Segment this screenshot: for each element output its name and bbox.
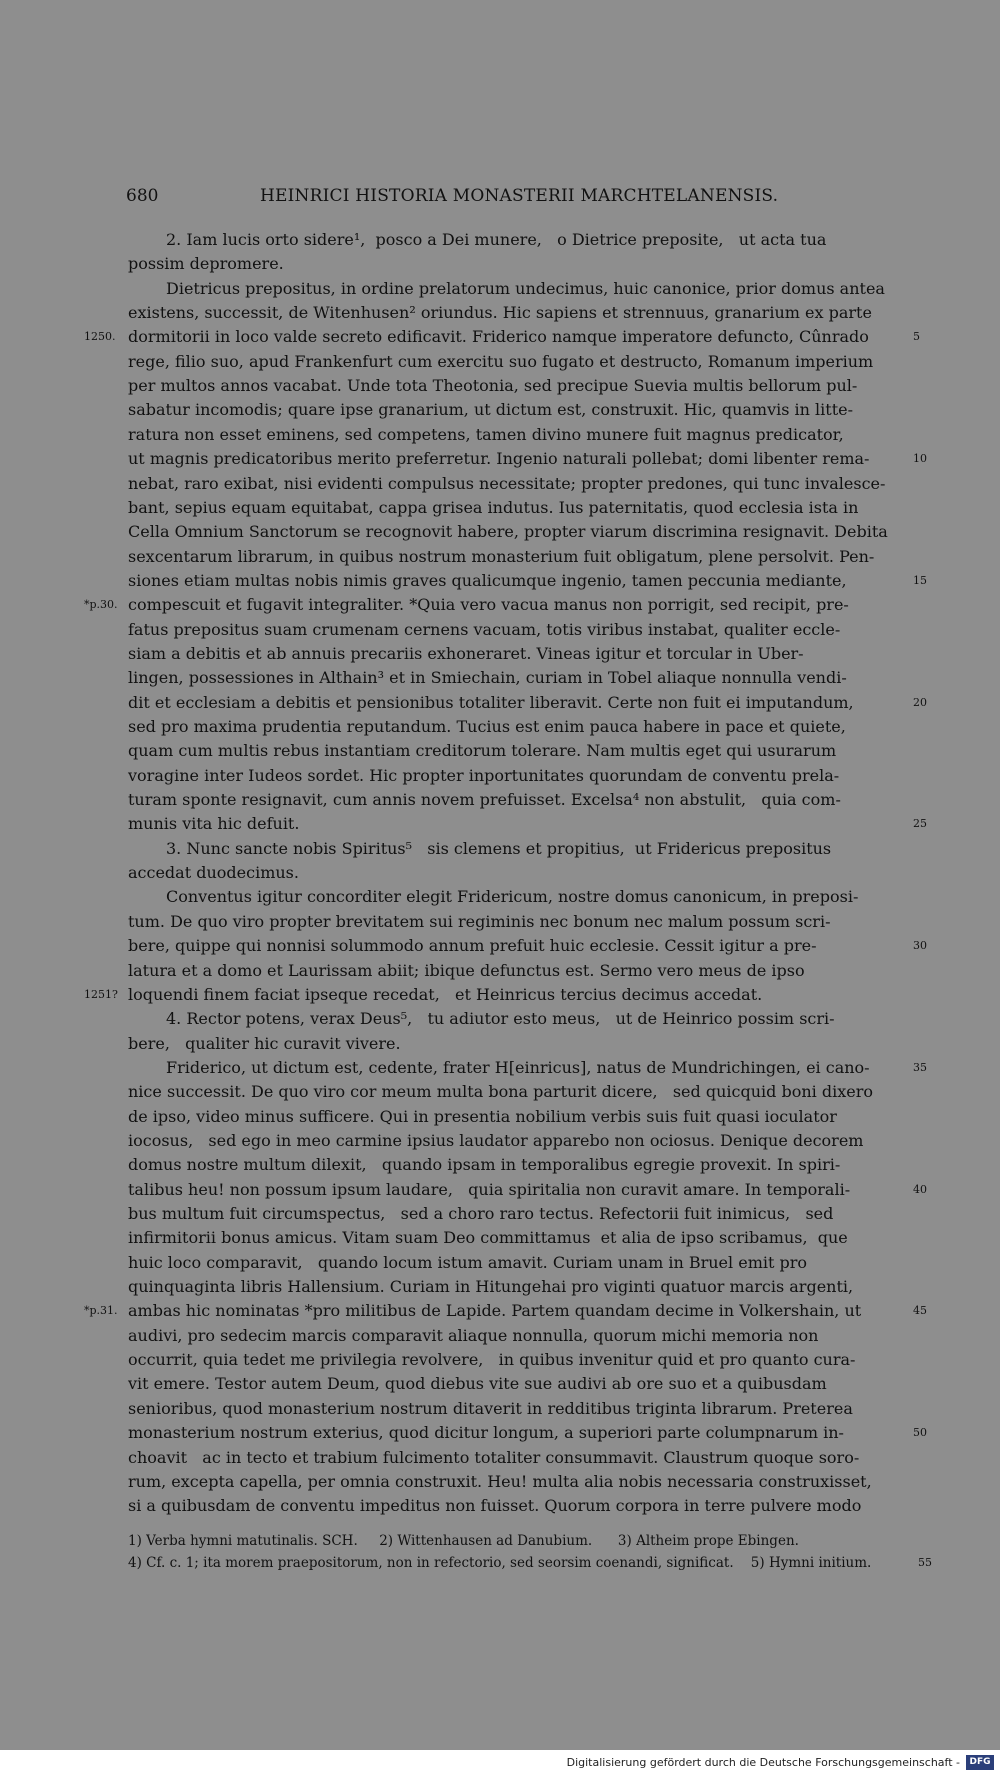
- text-line: [0, 496, 1000, 520]
- text-line: [0, 1080, 1000, 1104]
- line-text: per multos annos vacabat. Unde tota Theotonia, sed precipue Suevia multis bellorum pul-: [128, 376, 858, 396]
- text-line: [0, 788, 1000, 812]
- line-text: Conventus igitur concorditer elegit Fridericum, nostre domus canonicum, in preposi-: [166, 887, 859, 907]
- text-line: [0, 812, 1000, 836]
- text-line: [0, 277, 1000, 301]
- line-text: bere, quippe qui nonnisi solummodo annum prefuit huic ecclesie. Cessit igitur a pre-: [128, 936, 817, 956]
- line-text: sexcentarum librarum, in quibus nostrum monasterium fuit obligatum, plene persolvit. Pen-: [128, 546, 875, 566]
- page-header: [122, 186, 912, 210]
- text-line: [0, 1494, 1000, 1518]
- line-text: quinquaginta libris Hallensium. Curiam in Hitungehai pro viginti quatuor marcis argenti,: [128, 1277, 854, 1297]
- line-text: bere, qualiter hic curavit vivere.: [128, 1033, 401, 1053]
- text-line: [0, 885, 1000, 909]
- text-line: [0, 545, 1000, 569]
- text-line: [0, 1470, 1000, 1494]
- text-line: [0, 1105, 1000, 1129]
- line-number: 50: [913, 1426, 927, 1440]
- line-text: bant, sepius equam equitabat, cappa grisea indutus. Ius paternitatis, quod ecclesia ista in: [128, 497, 859, 517]
- line-text: latura et a domo et Laurissam abiit; ibique defunctus est. Sermo vero meus de ipso: [128, 960, 805, 980]
- text-line: [0, 1372, 1000, 1396]
- line-text: tum. De quo viro propter brevitatem sui regiminis nec bonum nec malum possum scri-: [128, 911, 831, 931]
- line-text: accedat duodecimus.: [128, 863, 299, 883]
- line-text: audivi, pro sedecim marcis comparavit aliaque nonnulla, quorum michi memoria non: [128, 1325, 819, 1345]
- line-number: 25: [913, 817, 927, 831]
- text-line: [0, 423, 1000, 447]
- text-line: [0, 374, 1000, 398]
- text-line: [0, 228, 1000, 252]
- line-text: ambas hic nominatas *pro militibus de Lapide. Partem quandam decime in Volkershain, ut: [128, 1301, 862, 1321]
- text-line: [0, 398, 1000, 422]
- text-line: [0, 569, 1000, 593]
- text-line: [0, 1032, 1000, 1056]
- text-line: [0, 252, 1000, 276]
- text-line: [0, 642, 1000, 666]
- line-text: bus multum fuit circumspectus, sed a choro raro tectus. Refectorii fuit inimicus, sed: [128, 1204, 834, 1223]
- text-line: [0, 1056, 1000, 1080]
- text-line: [0, 1299, 1000, 1323]
- text-line: [0, 764, 1000, 788]
- text-line: [0, 301, 1000, 325]
- text-line: [0, 959, 1000, 983]
- line-text: quam cum multis rebus instantiam creditorum tolerare. Nam multis eget qui usurarum: [128, 741, 837, 761]
- line-number: 15: [913, 573, 927, 587]
- line-text: sed pro maxima prudentia reputandum. Tucius est enim pauca habere in pace et quiete,: [128, 717, 846, 736]
- line-number: 40: [913, 1182, 927, 1196]
- line-text: Cella Omnium Sanctorum se recognovit habere, propter viarum discrimina resignavit. Debita: [128, 522, 888, 542]
- text-line: [0, 1178, 1000, 1202]
- text-line: [0, 1324, 1000, 1348]
- line-text: rum, excepta capella, per omnia construxit. Heu! multa alia nobis necessaria construxisset,: [128, 1471, 872, 1491]
- text-line: [0, 447, 1000, 471]
- digitization-credit: Digitalisierung gefördert durch die Deutsche Forschungsgemeinschaft -: [566, 1756, 960, 1769]
- line-number: 10: [913, 452, 927, 466]
- page-number: 680: [126, 186, 159, 206]
- line-number: 30: [913, 939, 927, 953]
- text-line: [0, 1153, 1000, 1177]
- margin-note-left: *p.31.: [84, 1304, 118, 1318]
- text-line: [0, 472, 1000, 496]
- text-line: [0, 715, 1000, 739]
- line-text: siones etiam multas nobis nimis graves qualicumque ingenio, tamen peccunia mediante,: [128, 570, 847, 590]
- text-line: [0, 350, 1000, 374]
- line-text: 3. Nunc sancte nobis Spiritus⁵ sis clemens et propitius, ut Fridericus prepositus: [166, 838, 832, 858]
- line-text: munis vita hic defuit.: [128, 814, 300, 834]
- line-number: 45: [913, 1304, 927, 1318]
- footer-bar: [0, 1750, 1000, 1778]
- text-line: [0, 934, 1000, 958]
- footnote: [0, 1552, 1000, 1574]
- line-text: huic loco comparavit, quando locum istum amavit. Curiam unam in Bruel emit pro: [128, 1252, 808, 1272]
- line-text: 2. Iam lucis orto sidere¹, posco a Dei munere, o Dietrice preposite, ut acta tua: [166, 230, 827, 249]
- line-text: lingen, possessiones in Althain³ et in Smiechain, curiam in Tobel aliaque nonnulla vendi-: [128, 668, 847, 688]
- margin-note-left: *p.30.: [84, 598, 118, 612]
- line-text: nice successit. De quo viro cor meum multa bona parturit dicere, sed quicquid boni dixero: [128, 1082, 873, 1102]
- line-text: possim depromere.: [128, 254, 284, 274]
- dfg-logo: DFG: [966, 1755, 994, 1770]
- line-text: occurrit, quia tedet me privilegia revolvere, in quibus invenitur quid et pro quanto cura-: [128, 1350, 856, 1370]
- line-text: rege, filio suo, apud Frankenfurt cum exercitu suo fugato et destructo, Romanum imperium: [128, 351, 874, 371]
- line-text: dormitorii in loco valde secreto edificavit. Friderico namque imperatore defuncto, Cûnrado: [128, 327, 869, 347]
- line-text: monasterium nostrum exterius, quod dicitur longum, a superiori parte columpnarum in-: [128, 1423, 844, 1443]
- line-text: si a quibusdam de conventu impeditus non fuisset. Quorum corpora in terre pulvere modo: [128, 1496, 862, 1516]
- line-text: nebat, raro exibat, nisi evidenti compulsus necessitate; propter predones, qui tunc invalesce-: [128, 473, 886, 493]
- line-text: 4. Rector potens, verax Deus⁵, tu adiutor esto meus, ut de Heinrico possim scri-: [166, 1009, 835, 1029]
- line-text: senioribus, quod monasterium nostrum ditaverit in redditibus triginta librarum. Preterea: [128, 1398, 853, 1418]
- text-line: [0, 910, 1000, 934]
- text-line: [0, 1007, 1000, 1031]
- line-text: loquendi finem faciat ipseque recedat, et Heinricus tercius decimus accedat.: [128, 984, 763, 1004]
- line-text: dit et ecclesiam a debitis et pensionibus totaliter liberavit. Certe non fuit ei imputandum,: [128, 692, 854, 712]
- text-line: [0, 739, 1000, 763]
- text-line: [0, 983, 1000, 1007]
- line-text: infirmitorii bonus amicus. Vitam suam Deo committamus et alia de ipso scribamus, que: [128, 1228, 848, 1248]
- margin-note-left: 1250.: [84, 330, 116, 344]
- line-text: sabatur incomodis; quare ipse granarium, ut dictum est, construxit. Hic, quamvis in litte-: [128, 400, 854, 420]
- text-line: [0, 1202, 1000, 1226]
- line-text: ut magnis predicatoribus merito preferretur. Ingenio naturali pollebat; domi libenter rema-: [128, 449, 870, 469]
- text-line: [0, 837, 1000, 861]
- line-text: choavit ac in tecto et trabium fulcimento totaliter consummavit. Claustrum quoque soro-: [128, 1447, 860, 1467]
- text-line: [0, 1446, 1000, 1470]
- footnote-text: 1) Verba hymni matutinalis. SCH. 2) Wittenhausen ad Danubium. 3) Altheim prope Ebingen.: [128, 1533, 799, 1549]
- line-number: 55: [918, 1556, 932, 1569]
- text-line: [0, 325, 1000, 349]
- line-number: 35: [913, 1060, 927, 1074]
- running-head: HEINRICI HISTORIA MONASTERII MARCHTELANENSIS.: [260, 186, 779, 206]
- line-text: vit emere. Testor autem Deum, quod diebus vite sue audivi ab ore suo et a quibusdam: [128, 1374, 827, 1394]
- line-text: fatus prepositus suam crumenam cernens vacuam, totis viribus instabat, qualiter eccle-: [128, 619, 841, 639]
- text-line: [0, 691, 1000, 715]
- text-line: [0, 1421, 1000, 1445]
- line-text: voragine inter Iudeos sordet. Hic propter inportunitates quorundam de conventu prela-: [128, 765, 840, 785]
- footnote: [0, 1530, 1000, 1552]
- line-number: 5: [913, 330, 920, 344]
- line-number: 20: [913, 695, 927, 709]
- line-text: Dietricus prepositus, in ordine prelatorum undecimus, huic canonice, prior domus antea: [166, 278, 885, 298]
- text-line: [0, 1226, 1000, 1250]
- text-line: [0, 593, 1000, 617]
- line-text: ratura non esset eminens, sed competens, tamen divino munere fuit magnus predicator,: [128, 424, 844, 444]
- text-line: [0, 1129, 1000, 1153]
- line-text: compescuit et fugavit integraliter. *Quia vero vacua manus non porrigit, sed recipit, pre-: [128, 595, 849, 615]
- line-text: Friderico, ut dictum est, cedente, frater H[einricus], natus de Mundrichingen, ei cano-: [166, 1057, 870, 1077]
- text-line: [0, 1348, 1000, 1372]
- line-text: de ipso, video minus sufficere. Qui in presentia nobilium verbis suis fuit quasi ioculator: [128, 1106, 837, 1126]
- text-line: [0, 618, 1000, 642]
- text-line: [0, 1275, 1000, 1299]
- line-text: iocosus, sed ego in meo carmine ipsius laudator apparebo non ociosus. Denique decorem: [128, 1130, 864, 1150]
- line-text: domus nostre multum dilexit, quando ipsam in temporalibus egregie provexit. In spiri-: [128, 1155, 841, 1175]
- text-line: [0, 1251, 1000, 1275]
- line-text: talibus heu! non possum ipsum laudare, quia spiritalia non curavit amare. In temporali-: [128, 1179, 851, 1199]
- margin-note-left: 1251?: [84, 987, 118, 1001]
- line-text: existens, successit, de Witenhusen² oriundus. Hic sapiens et strennuus, granarium ex parte: [128, 303, 872, 323]
- footnote-text: 4) Cf. c. 1; ita morem praepositorum, non in refectorio, sed seorsim coenandi, significat. 5) Hymni initium.: [128, 1555, 872, 1571]
- text-line: [0, 520, 1000, 544]
- text-line: [0, 861, 1000, 885]
- line-text: siam a debitis et ab annuis precariis exhoneraret. Vineas igitur et torcular in Uber-: [128, 643, 804, 663]
- text-line: [0, 666, 1000, 690]
- text-line: [0, 1397, 1000, 1421]
- line-text: turam sponte resignavit, cum annis novem prefuisset. Excelsa⁴ non abstulit, quia com-: [128, 790, 841, 810]
